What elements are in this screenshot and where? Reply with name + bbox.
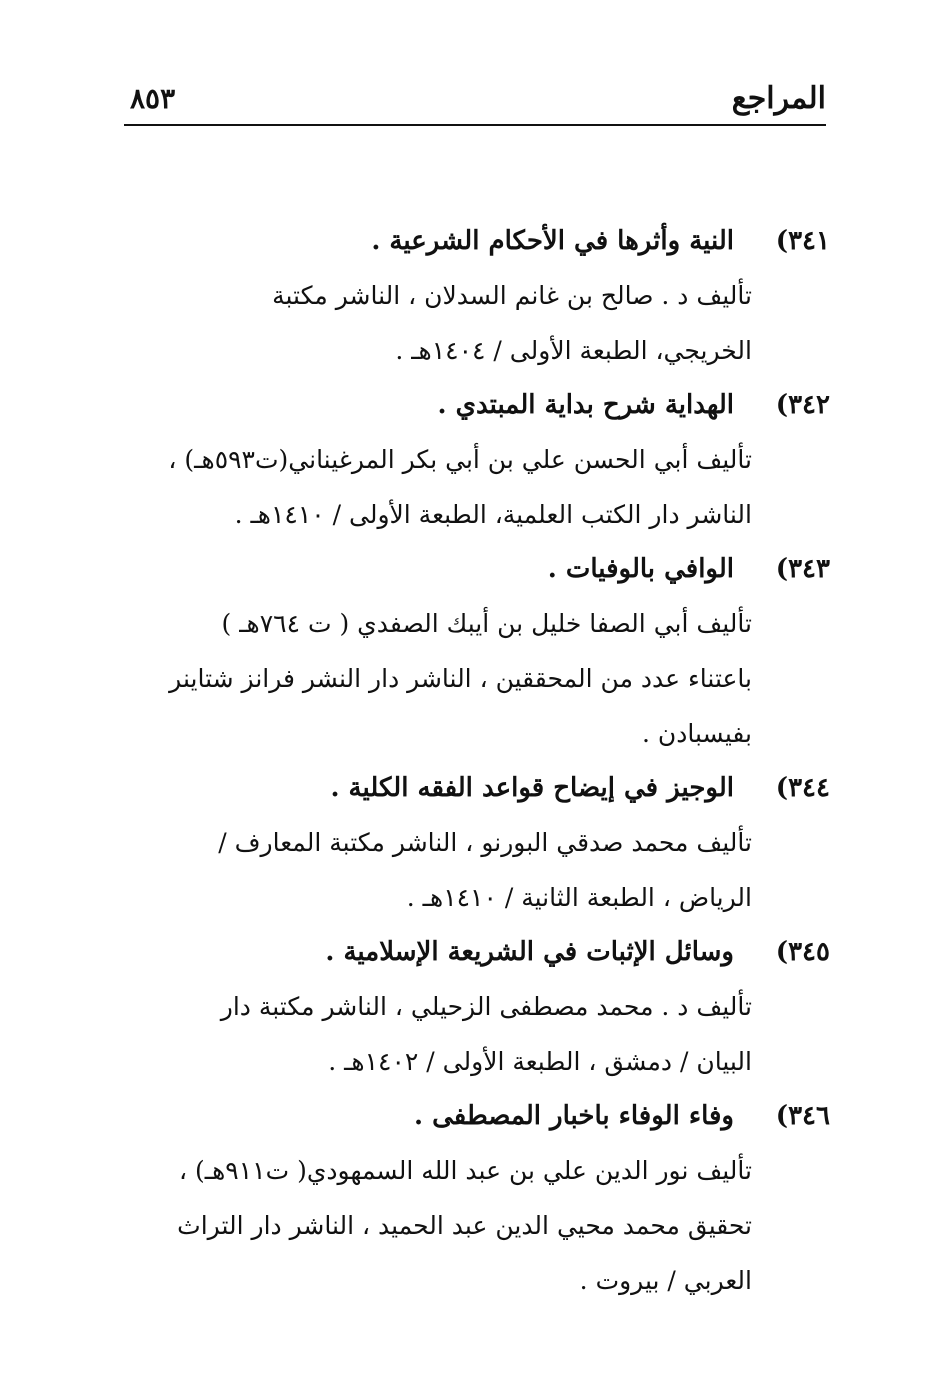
entry-number: ٣٤٣)	[775, 554, 830, 584]
entry-title: النية وأثرها في الأحكام الشرعية .	[371, 226, 734, 256]
page-number: ٨٥٣	[130, 82, 176, 115]
entry-heading	[120, 378, 830, 432]
reference-list	[120, 214, 830, 1308]
entry-line: تحقيق محمد محيي الدين عبد الحميد ، الناشر دار التراث	[177, 1211, 752, 1240]
entry-title: الوجيز في إيضاح قواعد الفقه الكلية .	[330, 773, 734, 803]
entry-details	[120, 268, 752, 378]
entry-number: ٣٤٥)	[775, 937, 830, 967]
entry-heading	[120, 1089, 830, 1143]
entry-line: باعتناء عدد من المحققين ، الناشر دار النشر فرانز شتاينر	[169, 664, 752, 693]
entry-details	[120, 815, 752, 925]
header-divider	[124, 124, 826, 126]
entry-line: الخريجي، الطبعة الأولى / ١٤٠٤هـ .	[395, 336, 752, 365]
entry-details	[120, 1143, 752, 1308]
entry-line: تأليف أبي الحسن علي بن أبي بكر المرغيناني(ت٥٩٣هـ) ،	[168, 445, 752, 474]
entry-line: البيان / دمشق ، الطبعة الأولى / ١٤٠٢هـ .	[328, 1047, 752, 1076]
entry-title: الهداية شرح بداية المبتدي .	[437, 390, 734, 420]
entry-details	[120, 979, 752, 1089]
entry-number: ٣٤٤)	[775, 773, 830, 803]
entry-line: تأليف محمد صدقي البورنو ، الناشر مكتبة المعارف /	[218, 828, 752, 857]
entry-title: وفاء الوفاء باخبار المصطفى .	[414, 1101, 734, 1131]
entry-line: الرياض ، الطبعة الثانية / ١٤١٠هـ .	[406, 883, 752, 912]
entry-title: الوافي بالوفيات .	[547, 554, 734, 584]
entry-heading	[120, 925, 830, 979]
entry-line: تأليف د . محمد مصطفى الزحيلي ، الناشر مكتبة دار	[220, 992, 752, 1021]
reference-entry	[120, 214, 830, 378]
running-title: المراجع	[731, 81, 826, 116]
entry-number: ٣٤١)	[775, 226, 830, 256]
reference-entry	[120, 925, 830, 1089]
entry-heading	[120, 761, 830, 815]
entry-title: وسائل الإثبات في الشريعة الإسلامية .	[325, 937, 734, 967]
entry-line: العربي / بيروت .	[579, 1266, 752, 1295]
entry-line: تأليف د . صالح بن غانم السدلان ، الناشر مكتبة	[272, 281, 752, 310]
entry-line: بفيسبادن .	[642, 719, 752, 748]
entry-line: تأليف نور الدين علي بن عبد الله السمهودي( ت٩١١هـ) ،	[179, 1156, 752, 1185]
entry-number: ٣٤٦)	[775, 1101, 830, 1131]
entry-details	[120, 432, 752, 542]
entry-heading	[120, 542, 830, 596]
reference-entry	[120, 378, 830, 542]
entry-line: الناشر دار الكتب العلمية، الطبعة الأولى / ١٤١٠هـ .	[234, 500, 752, 529]
entry-details	[120, 596, 752, 761]
reference-entry	[120, 761, 830, 925]
entry-heading	[120, 214, 830, 268]
entry-number: ٣٤٢)	[775, 390, 830, 420]
reference-entry	[120, 1089, 830, 1308]
reference-entry	[120, 542, 830, 761]
entry-line: تأليف أبي الصفا خليل بن أيبك الصفدي ( ت ٧٦٤هـ )	[221, 609, 752, 638]
page-header	[124, 74, 826, 124]
